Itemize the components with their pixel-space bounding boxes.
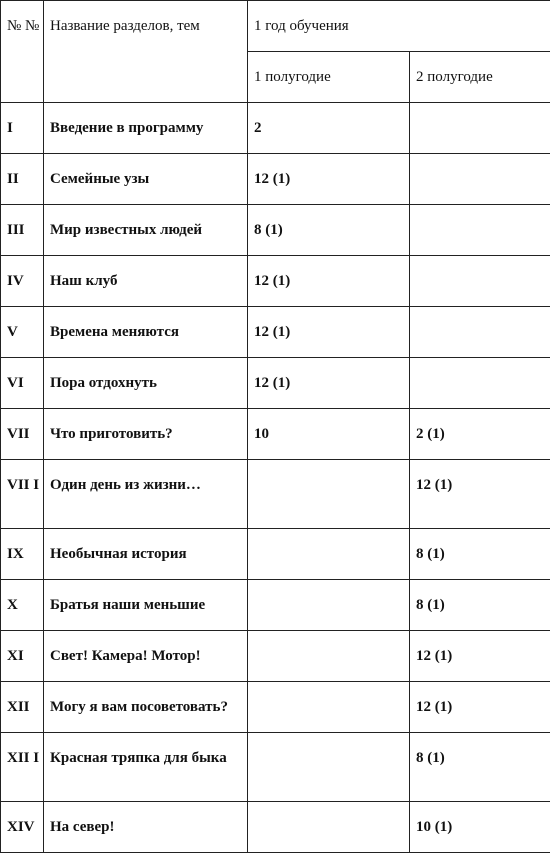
row-number: X bbox=[1, 580, 44, 631]
header-number: № № bbox=[1, 1, 44, 103]
row-title: Времена меняются bbox=[44, 307, 248, 358]
header-row-1 bbox=[1, 1, 550, 52]
row-half-1: 2 bbox=[248, 103, 410, 154]
row-half-2 bbox=[410, 205, 550, 256]
table-row bbox=[1, 205, 550, 256]
row-title: Что приготовить? bbox=[44, 409, 248, 460]
row-half-1 bbox=[248, 631, 410, 682]
row-number: XI bbox=[1, 631, 44, 682]
row-number: VI bbox=[1, 358, 44, 409]
header-section-title: Название разделов, тем bbox=[44, 1, 248, 103]
table-row bbox=[1, 358, 550, 409]
row-half-1 bbox=[248, 682, 410, 733]
row-title: Наш клуб bbox=[44, 256, 248, 307]
row-half-1: 12 (1) bbox=[248, 154, 410, 205]
row-half-1: 12 (1) bbox=[248, 358, 410, 409]
row-number: II bbox=[1, 154, 44, 205]
row-half-1 bbox=[248, 529, 410, 580]
row-number: I bbox=[1, 103, 44, 154]
row-half-1: 8 (1) bbox=[248, 205, 410, 256]
row-half-2 bbox=[410, 256, 550, 307]
row-half-2 bbox=[410, 358, 550, 409]
row-title: Один день из жизни… bbox=[44, 460, 248, 529]
row-title: Красная тряпка для быка bbox=[44, 733, 248, 802]
row-half-2: 10 (1) bbox=[410, 802, 550, 853]
row-title: Свет! Камера! Мотор! bbox=[44, 631, 248, 682]
table-row bbox=[1, 580, 550, 631]
row-number: XII I bbox=[1, 733, 44, 802]
header-half-2: 2 полугодие bbox=[410, 52, 550, 103]
row-number: V bbox=[1, 307, 44, 358]
table-row bbox=[1, 154, 550, 205]
table-row bbox=[1, 460, 550, 529]
table-row bbox=[1, 529, 550, 580]
row-half-2: 8 (1) bbox=[410, 529, 550, 580]
table-row bbox=[1, 631, 550, 682]
row-number: XIV bbox=[1, 802, 44, 853]
row-number: VII bbox=[1, 409, 44, 460]
row-title: На север! bbox=[44, 802, 248, 853]
row-half-2 bbox=[410, 103, 550, 154]
table-row bbox=[1, 103, 550, 154]
row-title: Мир известных людей bbox=[44, 205, 248, 256]
row-half-2 bbox=[410, 154, 550, 205]
row-half-2: 12 (1) bbox=[410, 460, 550, 529]
header-half-1: 1 полугодие bbox=[248, 52, 410, 103]
row-title: Могу я вам посоветовать? bbox=[44, 682, 248, 733]
row-title: Введение в программу bbox=[44, 103, 248, 154]
row-half-1 bbox=[248, 460, 410, 529]
table-row bbox=[1, 307, 550, 358]
row-title: Семейные узы bbox=[44, 154, 248, 205]
row-half-2: 12 (1) bbox=[410, 631, 550, 682]
table-row bbox=[1, 256, 550, 307]
row-half-2: 8 (1) bbox=[410, 733, 550, 802]
row-half-1 bbox=[248, 580, 410, 631]
row-half-2: 8 (1) bbox=[410, 580, 550, 631]
table-row bbox=[1, 802, 550, 853]
table-row bbox=[1, 682, 550, 733]
row-number: IV bbox=[1, 256, 44, 307]
row-title: Необычная история bbox=[44, 529, 248, 580]
row-title: Пора отдохнуть bbox=[44, 358, 248, 409]
table-row bbox=[1, 409, 550, 460]
row-half-1: 12 (1) bbox=[248, 307, 410, 358]
row-half-1 bbox=[248, 733, 410, 802]
row-half-1 bbox=[248, 802, 410, 853]
row-number: XII bbox=[1, 682, 44, 733]
row-number: III bbox=[1, 205, 44, 256]
row-number: VII I bbox=[1, 460, 44, 529]
header-year: 1 год обучения bbox=[248, 1, 550, 52]
table-row bbox=[1, 733, 550, 802]
row-half-2: 2 (1) bbox=[410, 409, 550, 460]
row-number: IX bbox=[1, 529, 44, 580]
row-half-2 bbox=[410, 307, 550, 358]
row-half-1: 12 (1) bbox=[248, 256, 410, 307]
row-half-1: 10 bbox=[248, 409, 410, 460]
row-title: Братья наши меньшие bbox=[44, 580, 248, 631]
row-half-2: 12 (1) bbox=[410, 682, 550, 733]
